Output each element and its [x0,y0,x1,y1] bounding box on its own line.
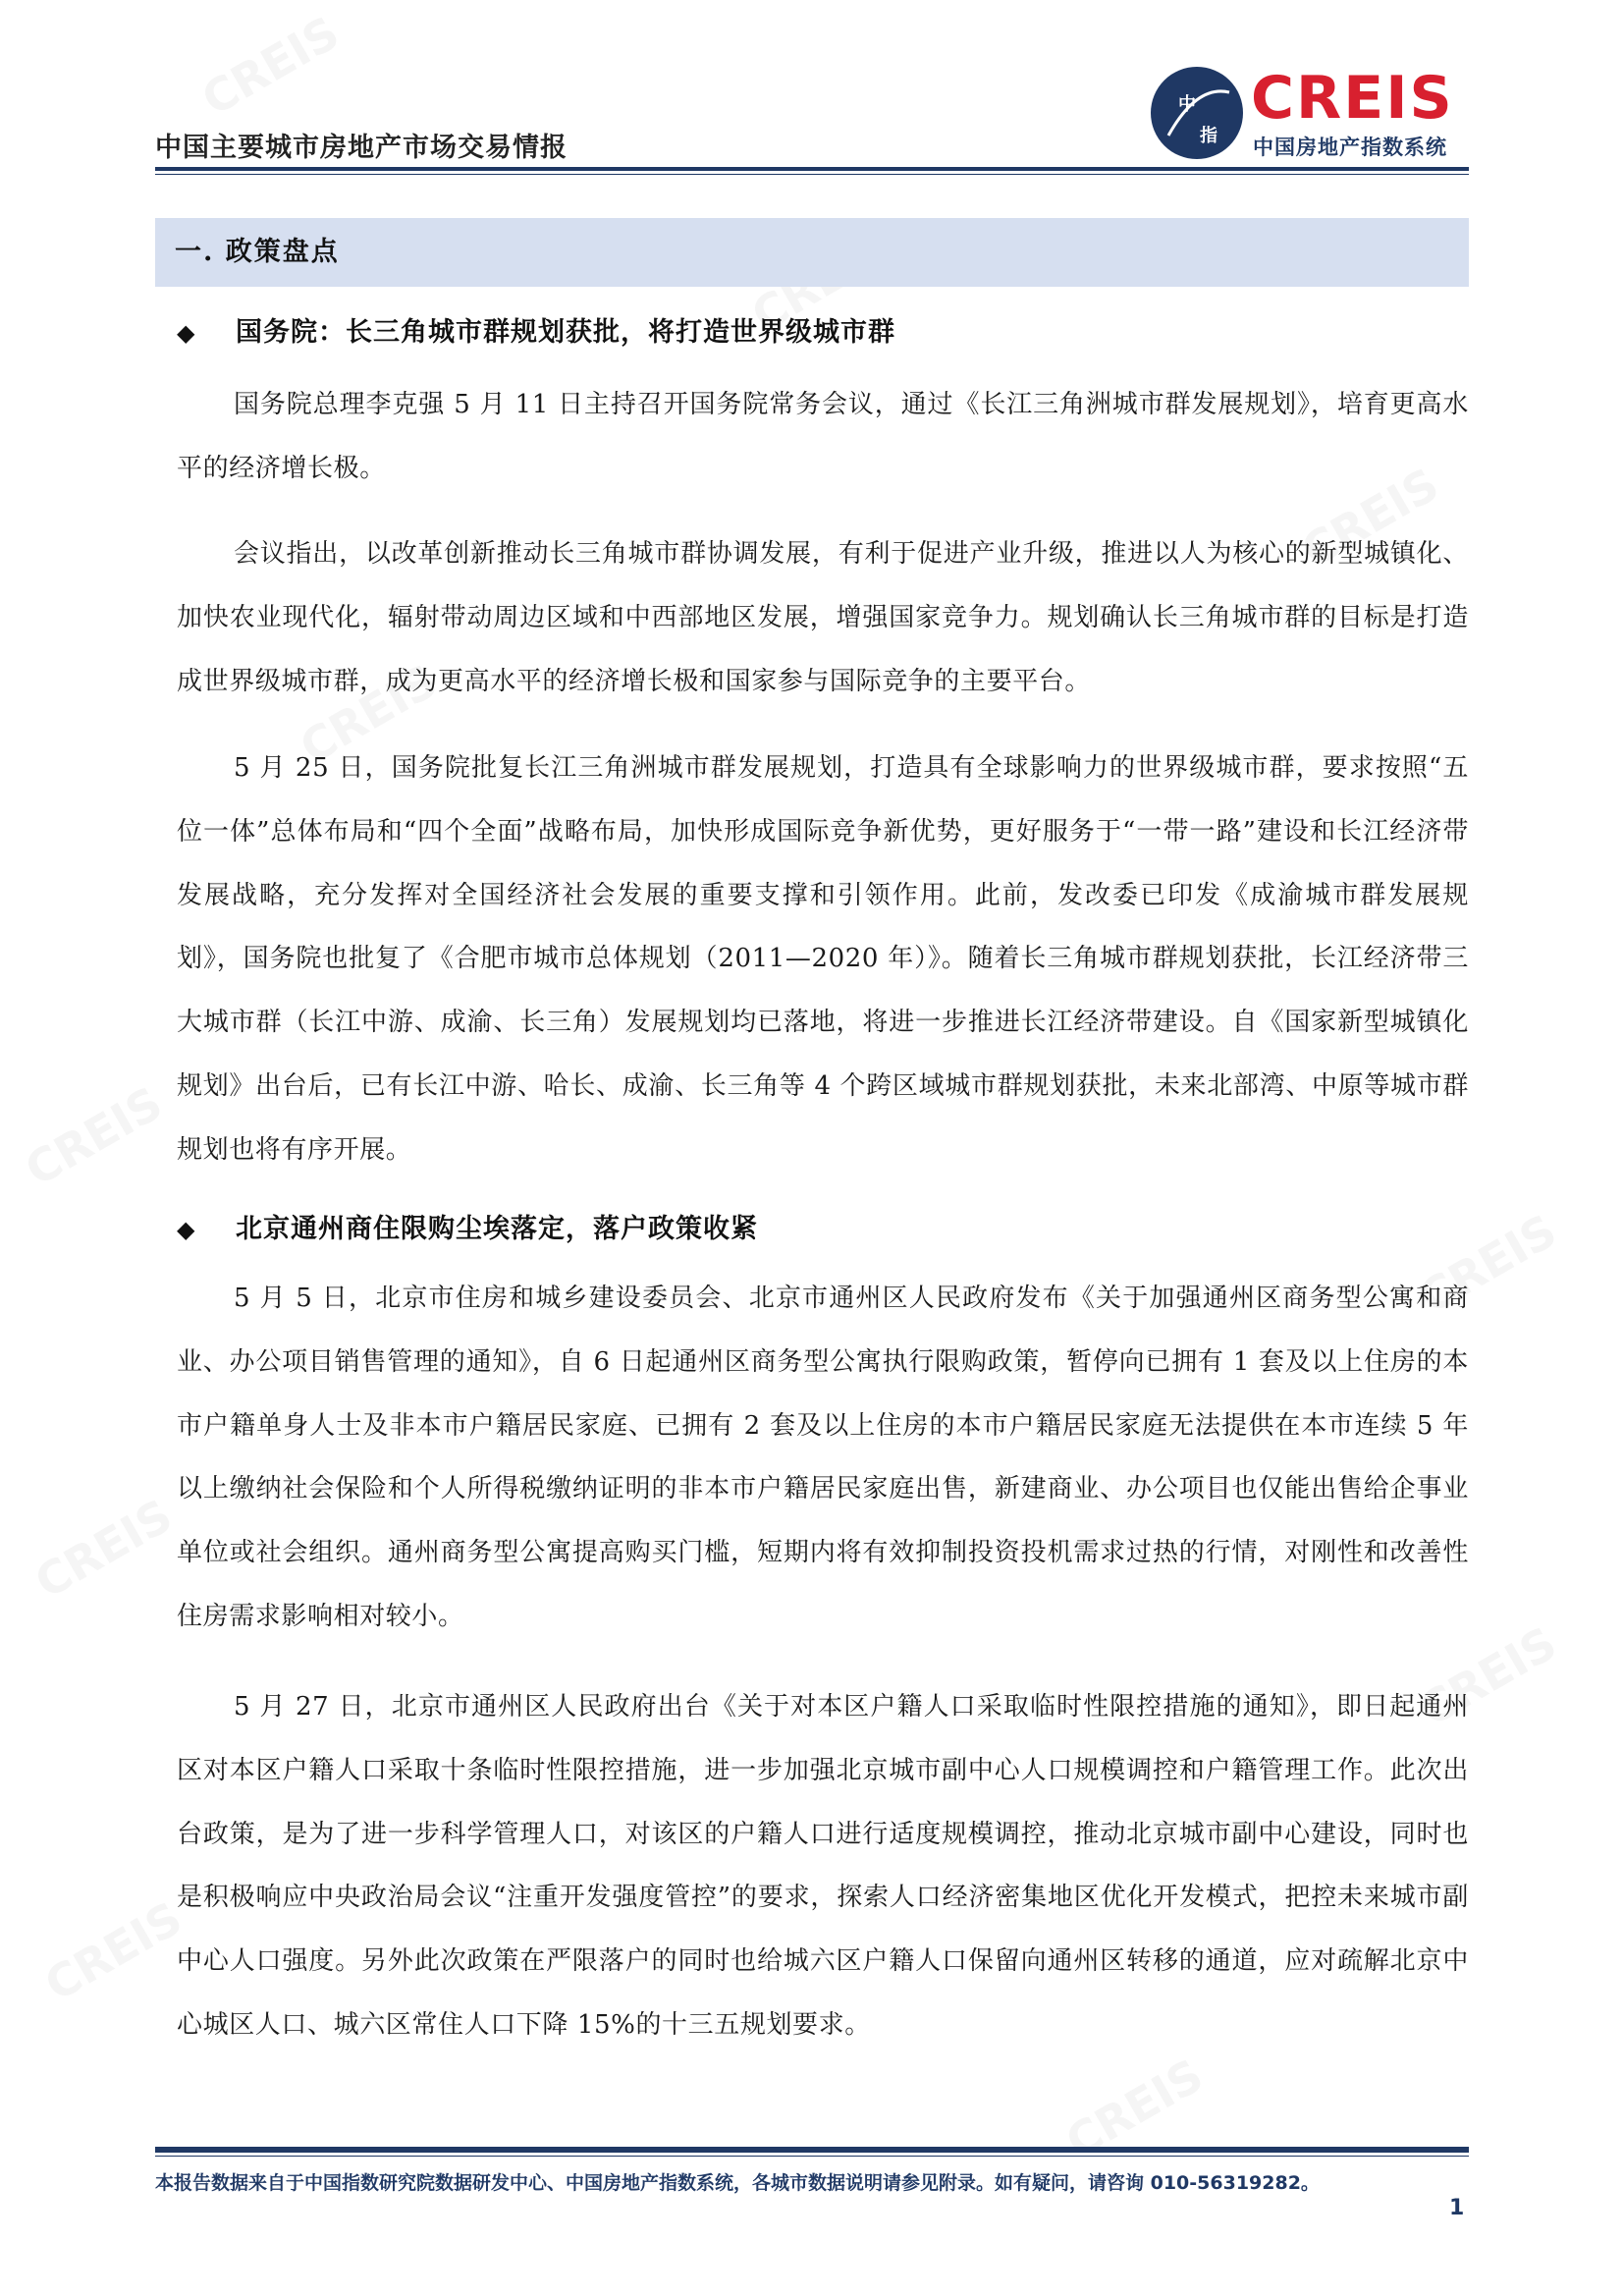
creis-logo [1149,65,1473,163]
diamond-bullet-icon: ◆ [177,1215,196,1243]
paragraph: 会议指出，以改革创新推动长三角城市群协调发展，有利于促进产业升级，推进以人为核心的新型城镇化、加快农业现代化，辐射带动周边区域和中西部地区发展，增强国家竞争力。规划确认长三角城市群的目标是打造成世界级城市群，成为更高水平的经济增长极和国家参与国际竞争的主要平台。 [177,539,1469,696]
watermark-logo: CREIS [1410,1203,1566,1325]
footer-note: 本报告数据来自于中国指数研究院数据研发中心、中国房地产指数系统，各城市数据说明请参见附录。如有疑问，请咨询 010-56319282。 [155,2172,1320,2194]
diamond-bullet-icon: ◆ [177,318,196,347]
footer-divider-thin [155,2156,1469,2157]
header-divider-thin [155,174,1469,175]
paragraph: 5 月 25 日，国务院批复长江三角洲城市群发展规划，打造具有全球影响力的世界级城市群，要求按照“五位一体”总体布局和“四个全面”战略布局，加快形成国际竞争新优势，更好服务于“一带一路”建设和长江经济带发展战略，充分发挥对全国经济社会发展的重要支撑和引领作用。此前，发改委已印发《成渝城市群发展规划》，国务院也批复了《合肥市城市总体规划（2011—2020 年）》。随着长三角城市群规划获批，长江经济带三大城市群（长江中游、成渝、长三角）发展规划均已落地，将进一步推进长江经济带建设。自《国家新型城镇化规划》出台后，已有长江中游、哈长、成渝、长三角等 4 个跨区域城市群规划获批，未来北部湾、中原等城市群规划也将有序开展。 [177,753,1469,1165]
watermark-logo: CREIS [16,1075,172,1197]
creis-emblem-icon [1149,65,1245,161]
watermark-logo: CREIS [192,5,349,127]
watermark-logo: CREIS [1056,2048,1213,2169]
watermark-logo: CREIS [1292,457,1448,578]
emblem-char-1: 中 [1178,94,1196,115]
bullet-heading [177,310,895,349]
page-number: 1 [1449,2196,1465,2220]
bullet-title: 国务院：长三角城市群规划获批，将打造世界级城市群 [236,317,895,348]
footer-divider [155,2147,1469,2153]
header-divider [155,167,1469,171]
watermark-logo: CREIS [26,1488,182,1610]
report-title: 中国主要城市房地产市场交易情报 [155,133,568,163]
paragraph: 5 月 27 日，北京市通州区人民政府出台《关于对本区户籍人口采取临时性限控措施的通知》，即日起通州区对本区户籍人口采取十条临时性限控措施，进一步加强北京城市副中心人口规模调控和户籍管理工作。此次出台政策，是为了进一步科学管理人口，对该区的户籍人口进行适度规模调控，推动北京城市副中心建设，同时也是积极响应中央政治局会议“注重开发强度管控”的要求，探索人口经济密集地区优化开发模式，把控未来城市副中心人口强度。另外此次政策在严限落户的同时也给城六区户籍人口保留向通州区转移的通道，应对疏解北京中心城区人口、城六区常住人口下降 15%的十三五规划要求。 [177,1692,1469,2040]
section-header [155,218,1469,287]
section-title: 一. 政策盘点 [175,237,340,267]
emblem-char-2: 指 [1200,126,1217,146]
paragraph: 国务院总理李克强 5 月 11 日主持召开国务院常务会议，通过《长江三角洲城市群发展规划》，培育更高水平的经济增长极。 [177,390,1469,483]
logo-wordmark: CREIS [1251,64,1454,133]
paragraph: 5 月 5 日，北京市住房和城乡建设委员会、北京市通州区人民政府发布《关于加强通州区商务型公寓和商业、办公项目销售管理的通知》，自 6 日起通州区商务型公寓执行限购政策，暂停向已拥有 1 套及以上住房的本市户籍单身人士及非本市户籍居民家庭、已拥有 2 套及以上住房的本市户籍居民家庭无法提供在本市连续 5 年以上缴纳社会保险和个人所得税缴纳证明的非本市户籍居民家庭出售，新建商业、办公项目也仅能出售给企事业单位或社会组织。通州商务型公寓提高购买门槛，短期内将有效抑制投资投机需求过热的行情，对刚性和改善性住房需求影响相对较小。 [177,1284,1469,1631]
logo-subtitle: 中国房地产指数系统 [1253,136,1447,159]
watermark-logo: CREIS [35,1890,191,2012]
watermark-logo: CREIS [291,653,447,775]
bullet-title: 北京通州商住限购尘埃落定，落户政策收紧 [236,1214,758,1244]
bullet-heading [177,1207,758,1245]
watermark-logo: CREIS [1410,1615,1566,1737]
